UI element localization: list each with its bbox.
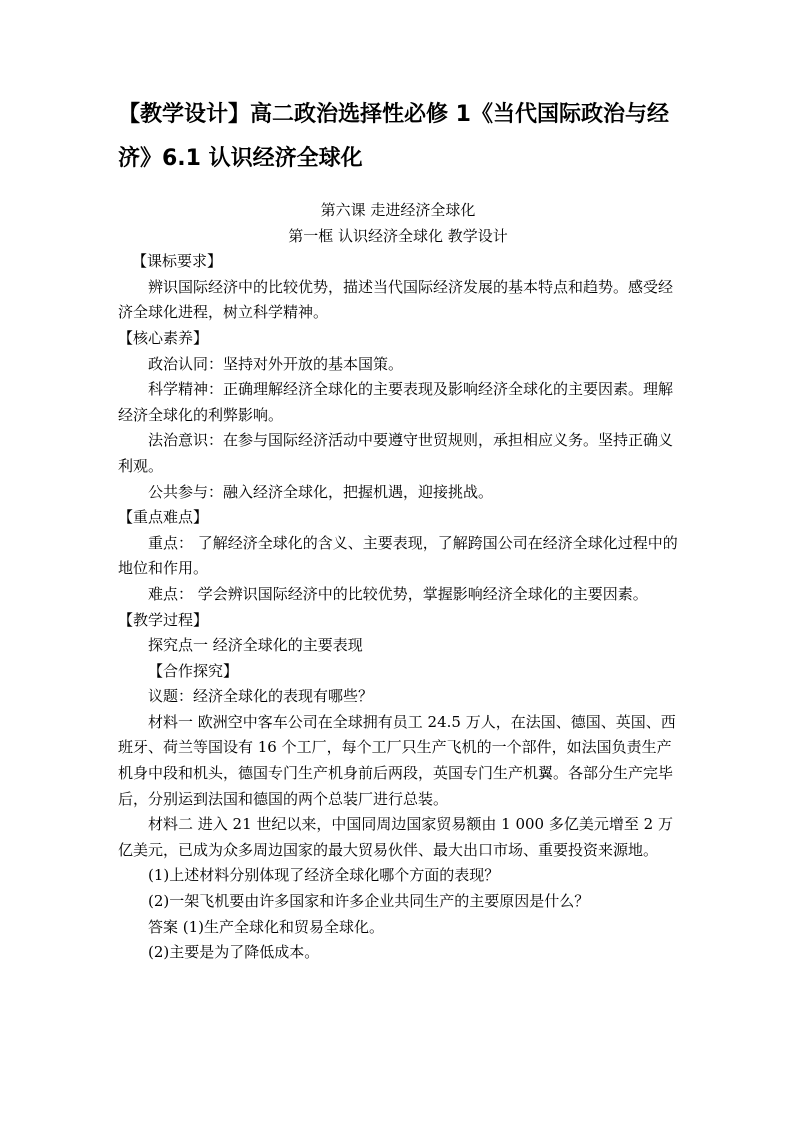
section-title: 第一框 认识经济全球化 教学设计 <box>288 226 508 245</box>
literacy-heading: 【核心素养】 <box>118 328 209 347</box>
focus-difficult: 难点： 学会辨识国际经济中的比较优势，掌握影响经济全球化的主要因素。 <box>148 584 648 603</box>
answer-two: (2)主要是为了降低成本。 <box>148 943 320 962</box>
process-heading: 【教学过程】 <box>118 610 209 629</box>
literacy-law: 法治意识：在参与国际经济活动中要遵守世贸规则，承担相应义务。坚持正确义利观。 <box>118 431 674 475</box>
literacy-public: 公共参与：融入经济全球化，把握机遇，迎接挑战。 <box>148 482 494 501</box>
cooperative-heading: 【合作探究】 <box>148 661 239 680</box>
answer-one: 答案 (1)生产全球化和贸易全球化。 <box>148 917 385 936</box>
focus-key: 重点： 了解经济全球化的含义、主要表现，了解跨国公司在经济全球化过程中的地位和作用。 <box>118 533 678 578</box>
question-one: (1)上述材料分别体现了经济全球化哪个方面的表现？ <box>148 866 500 885</box>
material-one: 材料一 欧洲空中客车公司在全球拥有员工 24.5 万人，在法国、德国、英国、西班牙、荷兰等国设有 16 个工厂，每个工厂只生产飞机的一个部件，如法国负责生产机身中段和机头，德国专门生产机身前后两段，英国专门生产机翼。各部分生产完毕后，分别运到法国和德国的两个总装厂进行总装。 <box>118 712 676 808</box>
literacy-science: 科学精神：正确理解经济全球化的主要表现及影响经济全球化的主要因素。理解经济全球化的利弊影响。 <box>118 380 674 424</box>
literacy-political: 政治认同：坚持对外开放的基本国策。 <box>148 354 404 373</box>
topic-text: 议题：经济全球化的表现有哪些？ <box>148 687 374 706</box>
document-body <box>118 198 678 966</box>
inquiry-point: 探究点一 经济全球化的主要表现 <box>148 636 363 655</box>
material-two: 材料二 进入 21 世纪以来，中国同周边国家贸易额由 1 000 多亿美元增至 2 万亿美元，已成为众多周边国家的最大贸易伙伴、最大出口市场、重要投资来源地。 <box>118 815 673 859</box>
standards-text: 辨识国际经济中的比较优势，描述当代国际经济发展的基本特点和趋势。感受经济全球化进程，树立科学精神。 <box>118 277 674 322</box>
document-title: 【教学设计】高二政治选择性必修 1《当代国际政治与经济》6.1 认识经济全球化 <box>118 102 669 171</box>
focus-heading: 【重点难点】 <box>118 508 209 527</box>
standards-heading: 【课标要求】 <box>132 252 223 271</box>
question-two: (2)一架飞机要由许多国家和许多企业共同生产的主要原因是什么？ <box>148 892 590 911</box>
lesson-title: 第六课 走进经济全球化 <box>320 201 476 219</box>
